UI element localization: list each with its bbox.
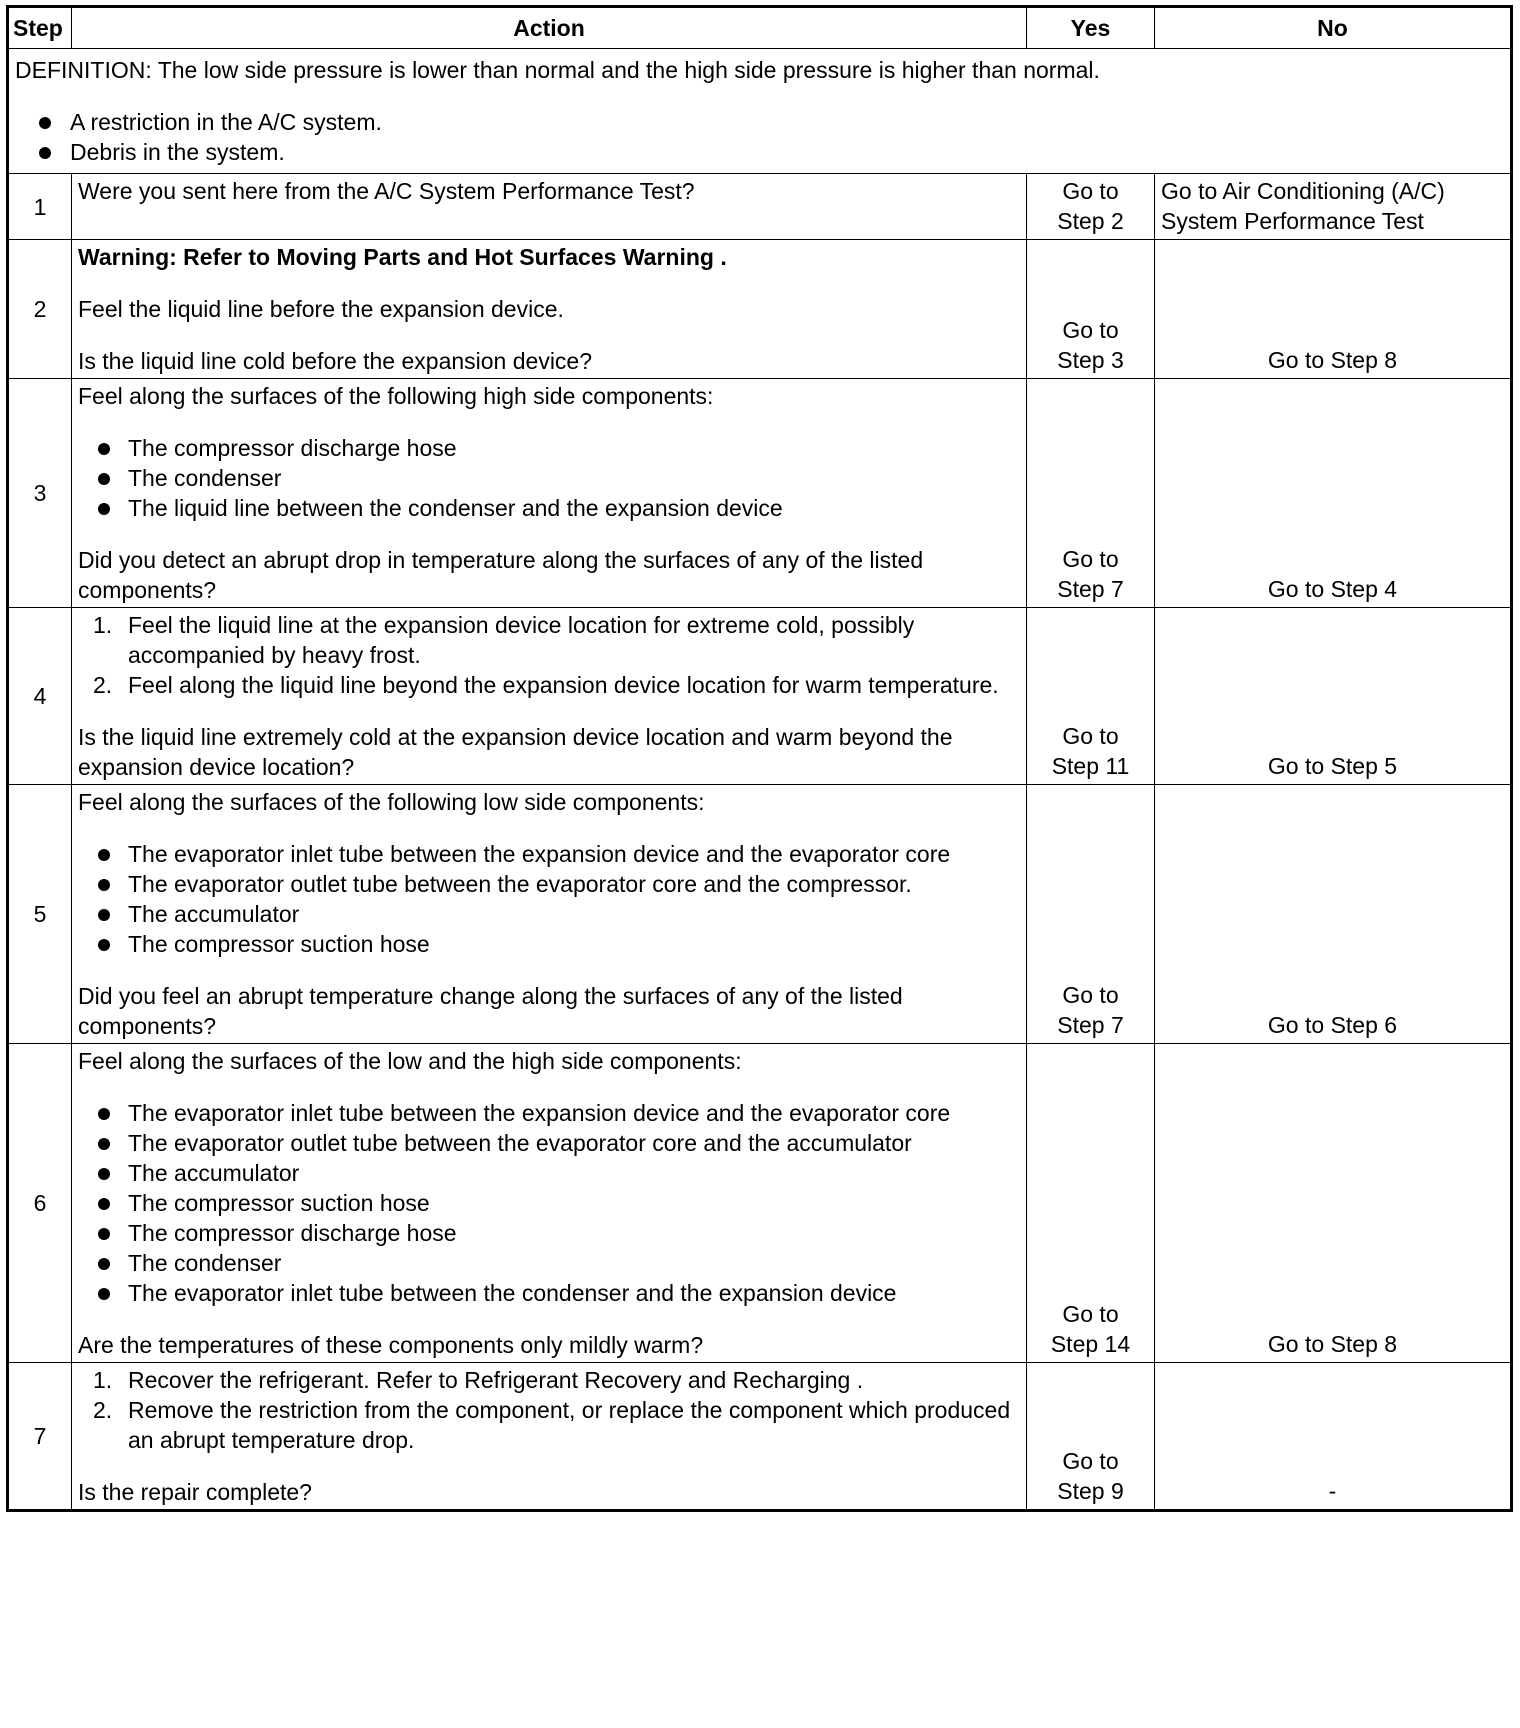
action-cell [72,1044,1027,1363]
list-item: The evaporator inlet tube between the expansion device and the evaporator core [78,839,1020,869]
list-item: 1. Feel the liquid line at the expansion device location for extreme cold, possibly accompanied by heavy frost. [93,612,915,668]
list-item: 1. Recover the refrigerant. Refer to Refrigerant Recovery and Recharging . [93,1367,864,1393]
yes-line: Step 9 [1057,1478,1124,1504]
list-item: The evaporator outlet tube between the evaporator core and the accumulator [78,1128,1020,1158]
no-cell: Go to Step 8 [1155,240,1512,379]
table-row [8,240,1512,379]
question-text: Is the repair complete? [78,1479,312,1505]
question-text: Are the temperatures of these components only mildly warm? [78,1332,704,1358]
header-step: Step [8,7,72,49]
list-item: Debris in the system. [15,137,1504,167]
table-row [8,1044,1512,1363]
step-number: 7 [8,1363,72,1511]
action-cell [72,379,1027,608]
intro-text: Feel along the surfaces of the low and the high side components: [78,1048,742,1074]
component-list [78,1098,1020,1308]
list-item: The evaporator inlet tube between the expansion device and the evaporator core [78,1098,1020,1128]
yes-cell [1027,608,1155,785]
intro-text: Feel along the surfaces of the following low side components: [78,789,705,815]
numbered-list [78,610,1020,700]
table-row [8,174,1512,240]
yes-line: Go to [1062,1448,1119,1474]
definition-text: DEFINITION: The low side pressure is lower than normal and the high side pressure is higher than normal. [15,57,1100,83]
list-item: The compressor discharge hose [78,1218,1020,1248]
no-line: System Performance Test [1161,208,1424,234]
list-item: The liquid line between the condenser and the expansion device [78,493,1020,523]
yes-cell [1027,379,1155,608]
yes-cell [1027,240,1155,379]
header-action: Action [72,7,1027,49]
intro-text: Feel along the surfaces of the following high side components: [78,383,714,409]
question-text: Did you feel an abrupt temperature change along the surfaces of any of the listed components? [78,983,903,1039]
component-list [78,839,1020,959]
yes-line: Step 2 [1057,208,1124,234]
definition-row [8,49,1512,174]
header-no: No [1155,7,1512,49]
list-item: The condenser [78,1248,1020,1278]
table-row [8,785,1512,1044]
list-item: The condenser [78,463,1020,493]
component-list [78,433,1020,523]
list-item: The compressor suction hose [78,1188,1020,1218]
list-item: A restriction in the A/C system. [15,107,1504,137]
table-row [8,379,1512,608]
yes-line: Go to [1062,1301,1119,1327]
no-line: Go to Air Conditioning (A/C) [1161,178,1445,204]
action-cell [72,608,1027,785]
no-cell: Go to Step 4 [1155,379,1512,608]
yes-line: Go to [1062,982,1119,1008]
list-item: 2. Remove the restriction from the component, or replace the component which produced an abrupt temperature drop. [93,1397,1011,1453]
step-number: 4 [8,608,72,785]
yes-cell [1027,174,1155,240]
action-text: Feel the liquid line before the expansion device. [78,296,564,322]
no-cell: - [1155,1363,1512,1511]
action-cell [72,174,1027,240]
list-item: 2. Feel along the liquid line beyond the expansion device location for warm temperature. [93,672,999,698]
yes-line: Go to [1062,178,1119,204]
step-number: 1 [8,174,72,240]
header-yes: Yes [1027,7,1155,49]
question-text: Is the liquid line extremely cold at the expansion device location and warm beyond the expansion device location? [78,724,953,780]
header-row [8,7,1512,49]
no-cell: Go to Step 6 [1155,785,1512,1044]
yes-line: Step 7 [1057,1012,1124,1038]
no-cell: Go to Step 5 [1155,608,1512,785]
yes-line: Go to [1062,317,1119,343]
yes-cell [1027,785,1155,1044]
list-item: The accumulator [78,899,1020,929]
step-number: 3 [8,379,72,608]
list-item: The accumulator [78,1158,1020,1188]
yes-line: Go to [1062,546,1119,572]
yes-line: Go to [1062,723,1119,749]
yes-line: Step 14 [1050,1331,1131,1357]
yes-line: Step 11 [1051,753,1130,779]
question-text: Did you detect an abrupt drop in temperature along the surfaces of any of the listed components? [78,547,924,603]
definition-bullets [15,107,1504,167]
table-row [8,608,1512,785]
list-item: The compressor suction hose [78,929,1020,959]
step-number: 6 [8,1044,72,1363]
diagnostic-table [6,5,1513,1512]
no-cell: Go to Step 8 [1155,1044,1512,1363]
warning-text: Warning: Refer to Moving Parts and Hot Surfaces Warning . [78,244,727,270]
list-item: The evaporator inlet tube between the condenser and the expansion device [78,1278,1020,1308]
action-cell [72,785,1027,1044]
question-text: Is the liquid line cold before the expansion device? [78,348,593,374]
list-item: The evaporator outlet tube between the evaporator core and the compressor. [78,869,1020,899]
no-cell [1155,174,1512,240]
step-number: 2 [8,240,72,379]
action-cell [72,240,1027,379]
yes-line: Step 3 [1057,347,1124,373]
table-row [8,1363,1512,1511]
action-cell [72,1363,1027,1511]
step-number: 5 [8,785,72,1044]
action-text: Were you sent here from the A/C System Performance Test? [78,178,695,204]
definition-cell [8,49,1512,174]
numbered-list [78,1365,1020,1455]
list-item: The compressor discharge hose [78,433,1020,463]
yes-cell [1027,1044,1155,1363]
yes-cell [1027,1363,1155,1511]
yes-line: Step 7 [1057,576,1124,602]
